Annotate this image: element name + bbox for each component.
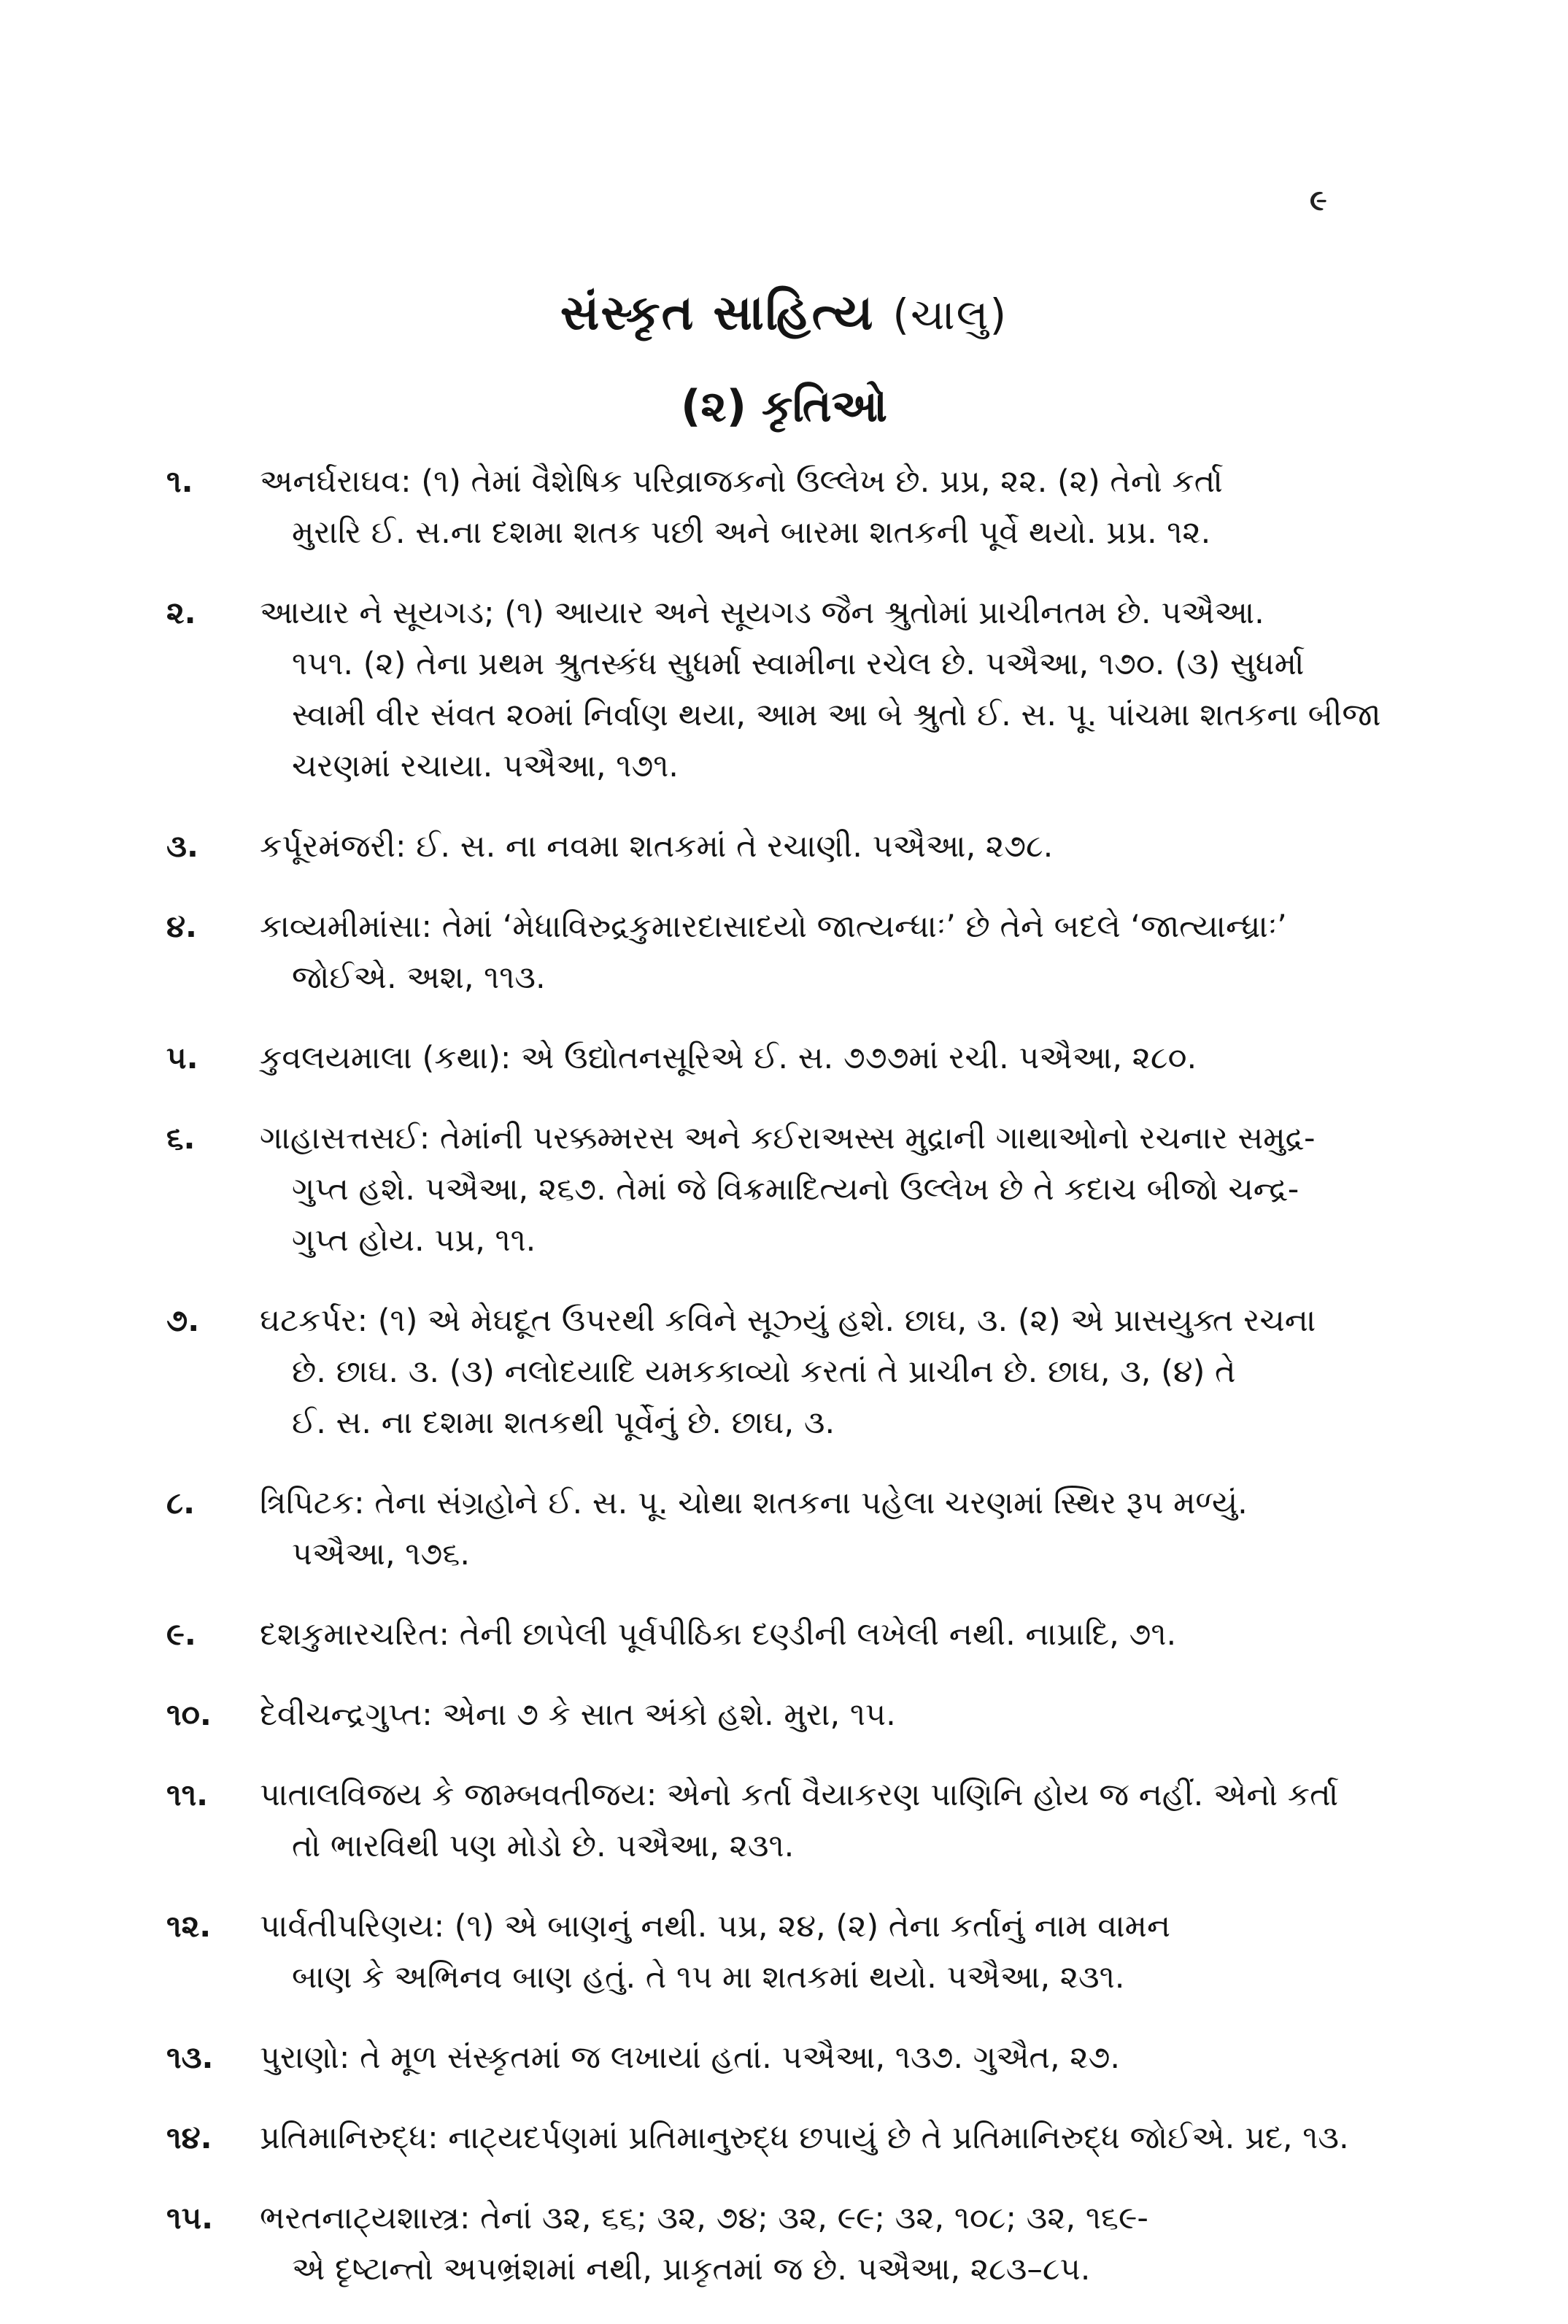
section-title-text: સંસ્કૃત સાહિત્ય: [560, 285, 875, 341]
entry-line: પાર્વતીપરિણય: (૧) એ બાણનું નથી. પપ્ર, ૨૪, (૨) તેના કર્તાનું નામ વામન: [260, 1908, 1171, 1945]
entry-line: જોઈએ. અશ, ૧૧૩.: [292, 960, 546, 996]
entry-list: [166, 456, 1381, 2324]
list-item: [166, 1769, 1370, 1872]
entry-number: ૧૩.: [166, 2039, 214, 2075]
entry-number: ૮.: [166, 1485, 196, 1521]
list-item: [166, 2032, 1370, 2083]
list-item: [166, 1609, 1370, 1660]
list-item: [166, 1689, 1370, 1740]
entry-line: આયાર ને સૂયગડ; (૧) આયાર અને સૂયગડ જૈન શ્રુતોમાં પ્રાચીનતમ છે. પઐઆ.: [260, 595, 1264, 631]
section-title-paren: (ચાલુ): [892, 290, 1008, 339]
entry-line: બાણ કે અભિનવ બાણ હતું. તે ૧૫ મા શતકમાં થયો. પઐઆ, ૨૩૧.: [292, 1959, 1125, 1996]
entry-line: ગુપ્ત હશે. પઐઆ, ૨૬૭. તેમાં જે વિક્રમાદિત્યનો ઉલ્લેખ છે તે કદાચ બીજો ચન્દ્ર-: [292, 1171, 1299, 1208]
entry-line: સ્વામી વીર સંવત ૨૦માં નિર્વાણ થયા, આમ આ બે શ્રુતો ઈ. સ. પૂ. પાંચમા શતકના બીજા: [292, 697, 1381, 733]
entry-number: ૧૫.: [166, 2200, 214, 2236]
entry-line: મુરારિ ઈ. સ.ના દશમા શતક પછી અને બારમા શતકની પૂર્વે થયો. પ્રપ્ર. ૧૨.: [292, 514, 1211, 551]
entry-number: ૧૦.: [166, 1696, 212, 1732]
entry-line: કાવ્યમીમાંસા: તેમાં ‘મેધાવિરુદ્રકુમારદાસાદયો જાત્યન્ધાઃ’ છે તેને બદલે ‘જાત્યાન્ધ્રાઃ’: [260, 908, 1287, 945]
entry-line: દશકુમારચરિત: તેની છાપેલી પૂર્વપીઠિકા દણ્ડીની લખેલી નથી. નાપ્રાદિ, ૭૧.: [260, 1616, 1177, 1653]
entry-line: પુરાણો: તે મૂળ સંસ્કૃતમાં જ લખાયાં હતાં. પઐઆ, ૧૩૭. ગુઐત, ૨૭.: [260, 2039, 1121, 2076]
entry-number: ૧.: [166, 463, 193, 499]
list-item: [166, 1113, 1370, 1266]
section-title: [0, 285, 1568, 342]
entry-number: ૫.: [166, 1040, 198, 1076]
entry-line: ગાહાસત્તસઈ: તેમાંની પરક્કમ્મરસ અને કઈરાઅસ્સ મુદ્રાની ગાથાઓનો રચનાર સમુદ્ર-: [260, 1120, 1316, 1157]
entry-line: ગુપ્ત હોય. પપ્ર, ૧૧.: [292, 1222, 536, 1259]
entry-line: ત્રિપિટક: તેના સંગ્રહોને ઈ. સ. પૂ. ચોથા શતકના પહેલા ચરણમાં સ્થિર રૂપ મળ્યું.: [260, 1485, 1248, 1521]
list-item: [166, 1901, 1370, 2003]
entry-line: ચરણમાં રચાયા. પઐઆ, ૧૭૧.: [292, 748, 679, 784]
entry-line: તો ભારવિથી પણ મોડો છે. પઐઆ, ૨૩૧.: [292, 1828, 795, 1864]
entry-number: ૯.: [166, 1616, 196, 1652]
entry-line: છે. છાઘ. ૩. (૩) નલોદયાદિ યમકકાવ્યો કરતાં તે પ્રાચીન છે. છાઘ, ૩, (૪) તે: [292, 1354, 1236, 1390]
entry-line: ૧૫૧. (૨) તેના પ્રથમ શ્રુતસ્કંધ સુધર્મા સ્વામીના રચેલ છે. પઐઆ, ૧૭૦. (૩) સુધર્મા: [292, 646, 1305, 682]
entry-number: ૨.: [166, 595, 196, 630]
entry-line: એ દૃષ્ટાન્તો અપભ્રંશમાં નથી, પ્રાકૃતમાં જ છે. પઐઆ, ૨૮૩–૮૫.: [292, 2251, 1091, 2288]
entry-number: ૭.: [166, 1302, 200, 1338]
entry-line: કર્પૂરમંજરી: ઈ. સ. ના નવમા શતકમાં તે રચાણી. પઐઆ, ૨૭૮.: [260, 828, 1054, 865]
entry-number: ૪.: [166, 908, 197, 944]
list-item: [166, 2112, 1370, 2163]
list-item: [166, 2193, 1370, 2295]
list-item: [166, 1295, 1370, 1448]
list-item: [166, 1478, 1370, 1580]
entry-line: કુવલયમાલા (કથા): એ ઉદ્યોતનસૂરિએ ઈ. સ. ૭૭૭માં રચી. પઐઆ, ૨૮૦.: [260, 1040, 1197, 1076]
entry-line: અનર્ઘરાઘવ: (૧) તેમાં વૈશેષિક પરિવ્રાજકનો ઉલ્લેખ છે. પ્રપ્ર, ૨૨. (૨) તેનો કર્તા: [260, 463, 1223, 500]
list-item: [166, 587, 1381, 792]
entry-line: દેવીચન્દ્રગુપ્ત: એના ૭ કે સાત અંકો હશે. મુરા, ૧૫.: [260, 1696, 896, 1733]
entry-line: ઈ. સ. ના દશમા શતકથી પૂર્વેનું છે. છાઘ, ૩.: [292, 1405, 835, 1441]
list-item: [166, 821, 1370, 872]
entry-line: ભરતનાટ્યશાસ્ત્ર: તેનાં ૩૨, ૬૬; ૩૨, ૭૪; ૩૨, ૯૯; ૩૨, ૧૦૮; ૩૨, ૧૬૯-: [260, 2200, 1148, 2236]
entry-number: ૩.: [166, 828, 198, 864]
entry-line: પાતાલવિજય કે જામ્બવતીજય: એનો કર્તા વૈયાકરણ પાણિનિ હોય જ નહીં. એનો કર્તા: [260, 1777, 1339, 1813]
entry-line: પઐઆ, ૧૭૬.: [292, 1536, 471, 1572]
entry-line: પ્રતિમાનિરુદ્ધ: નાટ્યદર્પણમાં પ્રતિમાનુરુદ્ધ છપાયું છે તે પ્રતિમાનિરુદ્ધ જોઈએ. પ્રદ, ૧૩.: [260, 2120, 1349, 2156]
list-item: [166, 901, 1370, 1003]
sub-title: (૨) કૃતિઓ: [681, 381, 887, 432]
list-item: [166, 456, 1370, 558]
entry-number: ૬.: [166, 1120, 196, 1156]
entry-line: ઘટકર્પર: (૧) એ મેઘદૂત ઉપરથી કવિને સૂઝ્યું હશે. છાઘ, ૩. (૨) એ પ્રાસયુક્ત રચના: [260, 1302, 1316, 1339]
list-item: [166, 1032, 1370, 1084]
entry-number: ૧૨.: [166, 1908, 212, 1944]
entry-number: ૧૪.: [166, 2120, 212, 2155]
entry-number: ૧૧.: [166, 1777, 209, 1813]
page-number: ૯: [1310, 184, 1327, 217]
